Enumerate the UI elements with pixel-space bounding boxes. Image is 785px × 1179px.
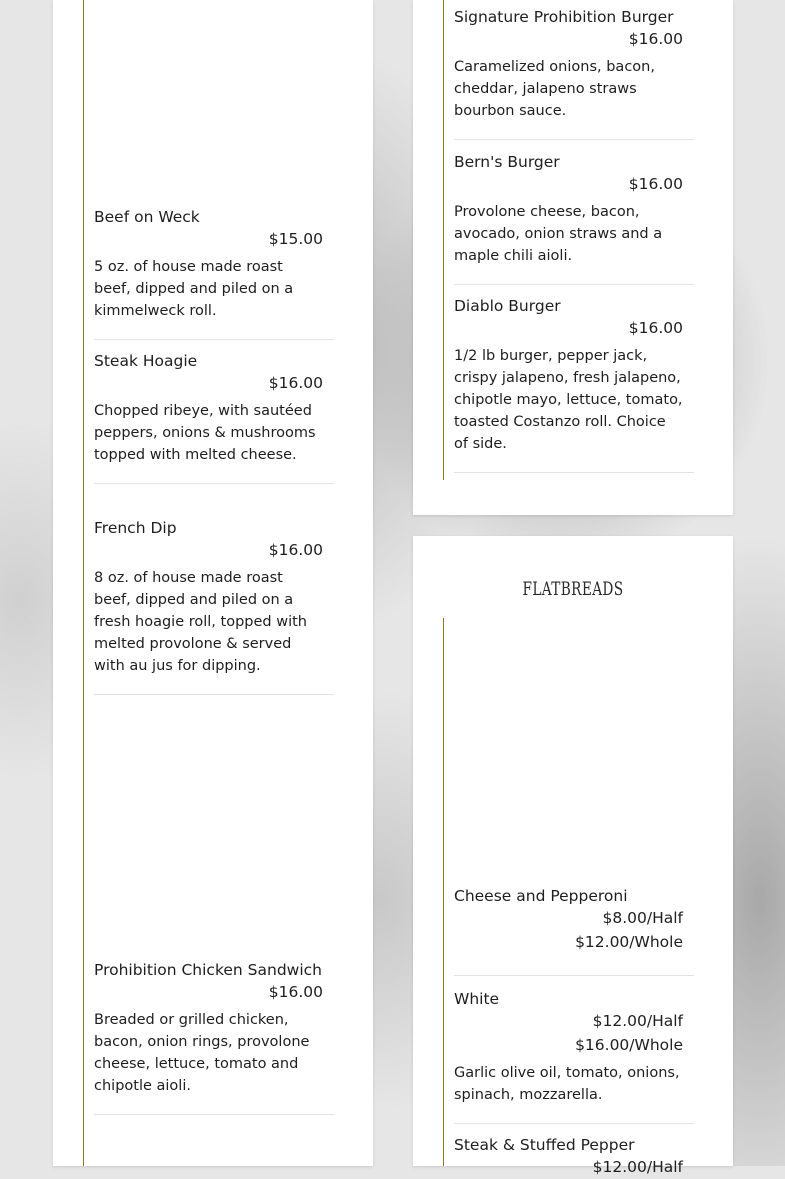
item-name: Steak Hoagie [94, 352, 198, 370]
menu-item[interactable] [94, 960, 334, 1115]
item-price: $16.00 [268, 374, 323, 392]
item-description: 8 oz. of house made roast beef, dipped and piled on a fresh hoagie roll, topped with melted provolone & served with au jus for dipping. [94, 570, 307, 674]
menu-item[interactable] [454, 989, 694, 1124]
item-price: $16.00 [628, 30, 683, 48]
item-divider [454, 472, 694, 473]
item-price: $16.00 [628, 319, 683, 337]
item-divider [94, 483, 334, 484]
item-divider [454, 975, 694, 976]
item-name: French Dip [94, 519, 177, 537]
item-name: Bern's Burger [454, 153, 560, 171]
item-divider [454, 284, 694, 285]
item-price: $15.00 [268, 230, 323, 248]
menu-item[interactable] [94, 518, 334, 695]
menu-card-sandwiches [53, 0, 373, 1166]
item-name: Beef on Weck [94, 208, 200, 226]
item-name: Prohibition Chicken Sandwich [94, 961, 322, 979]
item-description: Breaded or grilled chicken, bacon, onion rings, provolone cheese, lettuce, tomato and chipotle aioli. [94, 1012, 310, 1094]
menu-item[interactable] [454, 7, 694, 140]
menu-item[interactable] [454, 1135, 694, 1179]
item-name: Cheese and Pepperoni [454, 887, 628, 905]
vertical-accent-rule [443, 0, 444, 480]
menu-item[interactable] [454, 886, 694, 976]
item-name: Diablo Burger [454, 297, 561, 315]
menu-item[interactable] [94, 351, 334, 484]
item-price-whole: $12.00/Whole [575, 933, 683, 951]
item-divider [454, 139, 694, 140]
item-divider [94, 1114, 334, 1115]
item-divider [94, 339, 334, 340]
item-price: $16.00 [268, 541, 323, 559]
menu-card-flatbreads [413, 536, 733, 1176]
item-price-whole: $16.00/Whole [575, 1036, 683, 1054]
item-price-half: $12.00/Half [592, 1158, 683, 1176]
item-price-half: $12.00/Half [592, 1012, 683, 1030]
vertical-accent-rule [83, 0, 84, 1166]
item-description: Caramelized onions, bacon, cheddar, jalapeno straws bourbon sauce. [454, 59, 655, 119]
menu-card-burgers [413, 0, 733, 515]
menu-item[interactable] [454, 152, 694, 285]
item-name: White [454, 990, 500, 1008]
item-price: $16.00 [268, 983, 323, 1001]
item-description: Chopped ribeye, with sautéed peppers, onions & mushrooms topped with melted cheese. [94, 403, 316, 463]
item-description: 1/2 lb burger, pepper jack, crispy jalapeno, fresh jalapeno, chipotle mayo, lettuce, tomato, toasted Costanzo roll. Choice of side. [454, 348, 683, 452]
item-description: 5 oz. of house made roast beef, dipped and piled on a kimmelweck roll. [94, 259, 294, 319]
item-price-half: $8.00/Half [602, 909, 683, 927]
item-divider [94, 694, 334, 695]
item-divider [454, 1123, 694, 1124]
item-description: Provolone cheese, bacon, avocado, onion straws and a maple chili aioli. [454, 204, 663, 264]
item-name: Signature Prohibition Burger [454, 8, 674, 26]
item-name: Steak & Stuffed Pepper [454, 1136, 635, 1154]
item-description: Garlic olive oil, tomato, onions, spinach, mozzarella. [454, 1065, 680, 1103]
menu-item[interactable] [454, 296, 694, 473]
menu-item[interactable] [94, 207, 334, 340]
section-title: FLATBREADS [522, 578, 624, 600]
item-price: $16.00 [628, 175, 683, 193]
vertical-accent-rule [443, 618, 444, 1166]
